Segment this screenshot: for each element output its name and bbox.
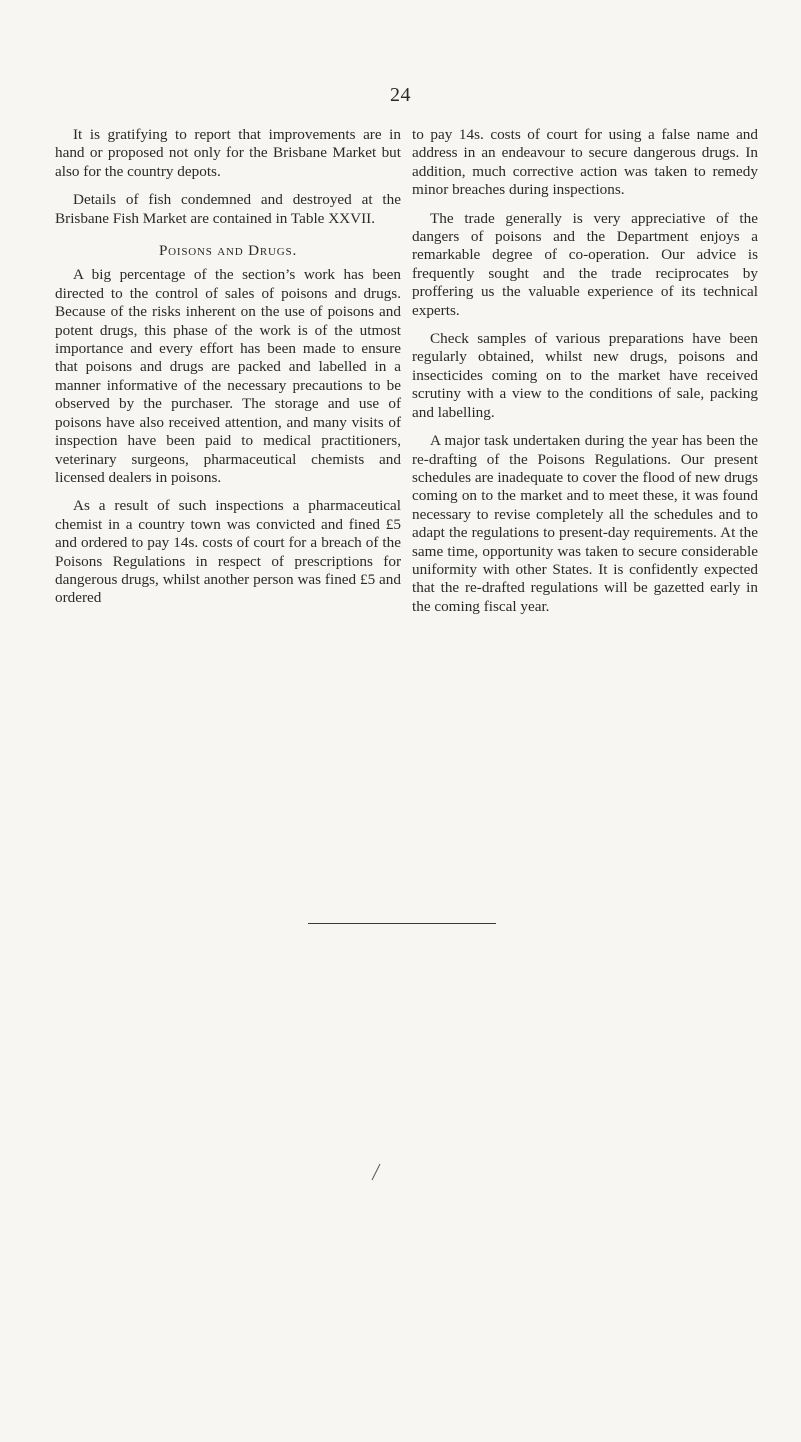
paragraph-redrafting-regulations: A major task undertaken during the year has been the re-drafting of the Poisons Regulations. Our present schedules are inadequate to cover the flood of new drugs coming on to the market and to meet these, it was found necessary to revise completely all the schedules and to adapt the regulations to present-day requirements. At the same time, opportunity was taken to secure considerable uniformity with other States. It is confidently expected that the re-drafted regulations will be gazetted early in the coming fiscal year.	[412, 432, 758, 615]
section-heading-poisons-and-drugs: Poisons and Drugs.	[158, 242, 298, 260]
paragraph-court-costs: to pay 14s. costs of court for using a false name and address in an endeavour to secure dangerous drugs. In addition, much corrective action was taken to remedy minor breaches during inspections.	[412, 126, 758, 199]
paragraph-trade-cooperation: The trade generally is very appreciative of the dangers of poisons and the Department enjoys a remarkable degree of co-operation. Our advice is frequently sought and the trade reciprocates by proffering us the valuable experience of its technical experts.	[412, 209, 758, 319]
left-column	[55, 126, 401, 618]
right-column	[412, 126, 758, 626]
paragraph-inspection-results: As a result of such inspections a pharmaceutical chemist in a country town was convicted and fined £5 and ordered to pay 14s. costs of court for a breach of the Poisons Regulations in respect of prescriptions for dangerous drugs, whilst another person was fined £5 and ordered	[55, 497, 401, 607]
paragraph-improvements: It is gratifying to report that improvements are in hand or proposed not only for the Brisbane Market but also for the country depots.	[55, 126, 401, 180]
stray-pen-mark	[370, 1163, 382, 1181]
section-divider-rule	[308, 923, 496, 924]
paragraph-fish-condemned: Details of fish condemned and destroyed at the Brisbane Fish Market are contained in Table XXVII.	[55, 191, 401, 227]
page-number: 24	[390, 84, 411, 106]
paragraph-check-samples: Check samples of various preparations have been regularly obtained, whilst new drugs, poisons and insecticides coming on to the market have received scrutiny with a view to the conditions of sale, packing and labelling.	[412, 330, 758, 421]
paragraph-control-of-sales: A big percentage of the section’s work has been directed to the control of sales of poisons and drugs. Because of the risks inherent on the use of poisons and potent drugs, this phase of the work is of the utmost importance and every effort has been made to ensure that poisons and drugs are packed and labelled in a manner informative of the necessary precautions to be observed by the purchaser. The storage and use of poisons have also received attention, and many visits of inspection have been paid to medical practitioners, veterinary surgeons, pharmaceutical chemists and licensed dealers in poisons.	[55, 266, 401, 486]
